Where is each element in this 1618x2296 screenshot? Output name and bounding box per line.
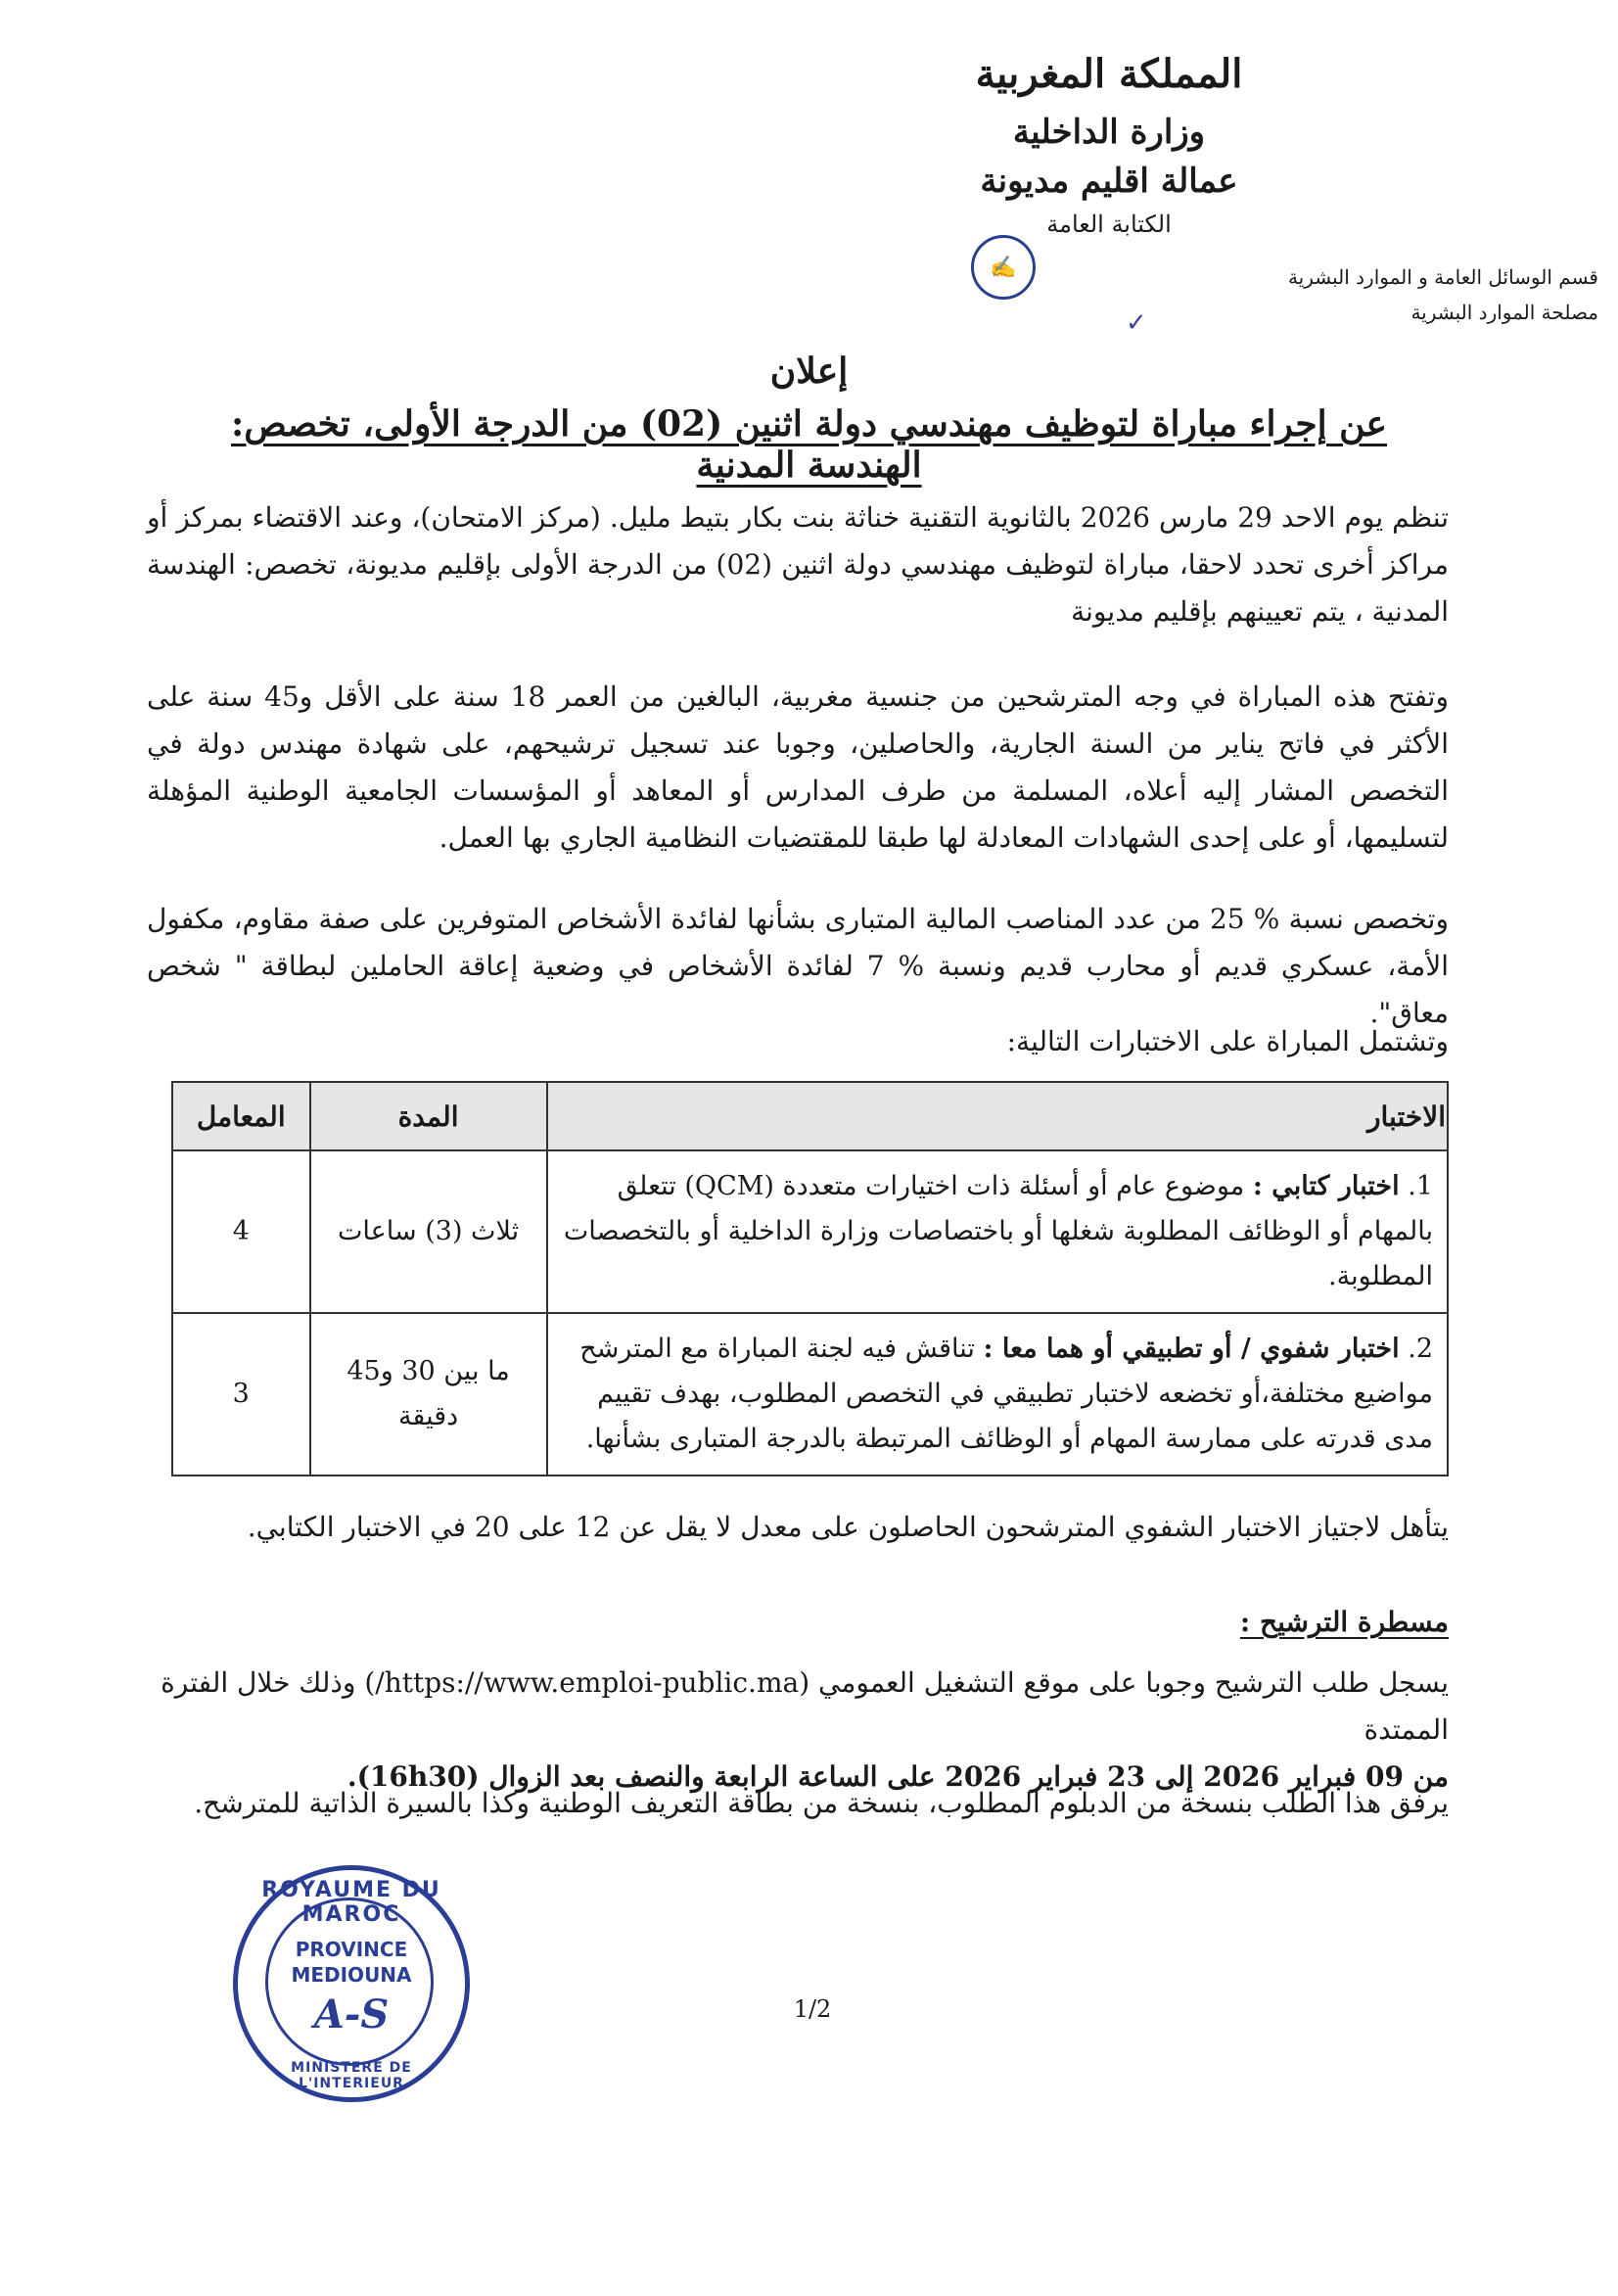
stamp-ring-top: ROYAUME DU MAROC <box>261 1878 441 1927</box>
exam-description: موضوع عام أو أسئلة ذات اختيارات متعددة (QCM) تتعلق بالمهام أو الوظائف المطلوبة شغلها أو باختصاصات وزارة الداخلية أو بالتخصصات المطلوبة. <box>563 1171 1433 1291</box>
exam-description: تناقش فيه لجنة المباراة مع المترشح مواضيع مختلفة،أو تخضعه لاختبار تطبيقي في التخصص المطلوب، بهدف تقييم مدى قدرته على ممارسة المهام أو الوظائف المرتبطة بالدرجة المتبارى بشأنها. <box>579 1334 1433 1454</box>
secretariat-name: الكتابة العامة <box>1046 211 1172 238</box>
handwritten-tick-icon: ✓ <box>1126 308 1147 338</box>
service-name: مصلحة الموارد البشرية <box>1410 301 1598 324</box>
announcement-subtitle: عن إجراء مباراة لتوظيف مهندسي دولة اثنين (02) من الدرجة الأولى، تخصص: الهندسة المدنية <box>230 403 1388 486</box>
header-duration: المدة <box>310 1082 547 1150</box>
coefficient-cell: 3 <box>172 1313 310 1476</box>
application-line-period: من 09 فبراير 2026 إلى 23 فبراير 2026 على الساعة الرابعة والنصف بعد الزوال (16h30). <box>347 1760 1449 1793</box>
oral-exam-note: يتأهل لاجتياز الاختبار الشفوي المترشحون الحاصلون على معدل لا يقل عن 12 على 20 في الاختبار الكتابي. <box>247 1511 1449 1543</box>
application-line-website: يسجل طلب الترشيح وجوبا على موقع التشغيل العمومي (https://www.emploi-public.ma/) وذلك خلال الفترة الممتدة <box>161 1666 1449 1746</box>
table-row <box>172 1313 1448 1476</box>
paragraph-exams-intro: وتشتمل المباراة على الاختبارات التالية: <box>1006 1025 1449 1057</box>
coefficient-cell: 4 <box>172 1150 310 1313</box>
ministry-name: وزارة الداخلية <box>1012 113 1206 152</box>
exam-cell <box>547 1313 1448 1476</box>
exam-number: 2. <box>1408 1334 1433 1364</box>
exam-title: اختبار شفوي / أو تطبيقي أو هما معا : <box>983 1334 1400 1364</box>
handwritten-initials-icon: ✍ <box>971 235 1036 300</box>
table-header-row <box>172 1082 1448 1150</box>
header-exam: الاختبار <box>547 1082 1448 1150</box>
stamp-ring-bottom: MINISTERE DE L'INTERIEUR <box>291 2060 412 2091</box>
application-section-title: مسطرة الترشيح : <box>1239 1606 1449 1638</box>
department-lines <box>1178 259 1598 330</box>
division-name: قسم الوسائل العامة و الموارد البشرية <box>1287 265 1598 289</box>
attachments-paragraph: يرفق هذا الطلب بنسخة من الدبلوم المطلوب، بنسخة من بطاقة التعريف الوطنية وكذا بالسيرة الذاتية للمترشح. <box>194 1787 1449 1819</box>
exams-table <box>171 1081 1449 1476</box>
paragraph-eligibility: وتفتح هذه المباراة في وجه المترشحين من جنسية مغربية، البالغين من العمر 18 سنة على الأقل و45 سنة على الأكثر في فاتح يناير من السنة الجارية، والحاصلين، وجوبا عند تسجيل ترشيحهم، على شهادة مهندس دولة في التخصص المشار إليه أعلاه، المسلمة من طرف المدارس أو المعاهد أو المؤسسات الجامعية الوطنية المؤهلة لتسليمها، أو على إحدى الشهادات المعادلة لها طبقا للمقتضيات النظامية الجاري بها العمل. <box>147 680 1449 854</box>
header-coefficient: المعامل <box>172 1082 310 1150</box>
announcement-title: إعلان <box>769 351 849 392</box>
paragraph-quota: وتخصص نسبة % 25 من عدد المناصب المالية المتبارى بشأنها لفائدة الأشخاص المتوفرين على صفة مقاوم، مكفول الأمة، عسكري قديم أو محارب قديم ونسبة % 7 لفائدة الأشخاص في وضعية إعاقة الحاملين لبطاقة " شخص معاق". <box>147 903 1449 1029</box>
stamp-province <box>238 1937 465 1988</box>
duration-cell: ثلاث (3) ساعات <box>310 1150 547 1313</box>
stamp-initials: A-S <box>313 1991 390 2038</box>
exam-title: اختبار كتابي : <box>1252 1171 1400 1201</box>
duration-cell: ما بين 30 و45 دقيقة <box>310 1313 547 1476</box>
official-stamp <box>233 1865 470 2102</box>
page-number: 1/2 <box>793 1995 832 2023</box>
paragraph-exam-date: تنظم يوم الاحد 29 مارس 2026 بالثانوية التقنية خناثة بنت بكار بتيط مليل. (مركز الامتحان)، وعند الاقتضاء بمركز أو مراكز أخرى تحدد لاحقا، مباراة لتوظيف مهندسي دولة اثنين (02) من الدرجة الأولى بإقليم مديونة، تخصص: الهندسة المدنية ، يتم تعيينهم بإقليم مديونة <box>147 501 1449 628</box>
stamp-province-line2: MEDIOUNA <box>291 1963 412 1987</box>
province-name: عمالة اقليم مديونة <box>980 162 1238 201</box>
letterhead <box>835 51 1383 252</box>
exam-cell <box>547 1150 1448 1313</box>
kingdom-name: المملكة المغربية <box>975 51 1243 97</box>
table-row <box>172 1150 1448 1313</box>
exam-number: 1. <box>1408 1171 1433 1201</box>
stamp-province-line1: PROVINCE <box>295 1938 408 1961</box>
